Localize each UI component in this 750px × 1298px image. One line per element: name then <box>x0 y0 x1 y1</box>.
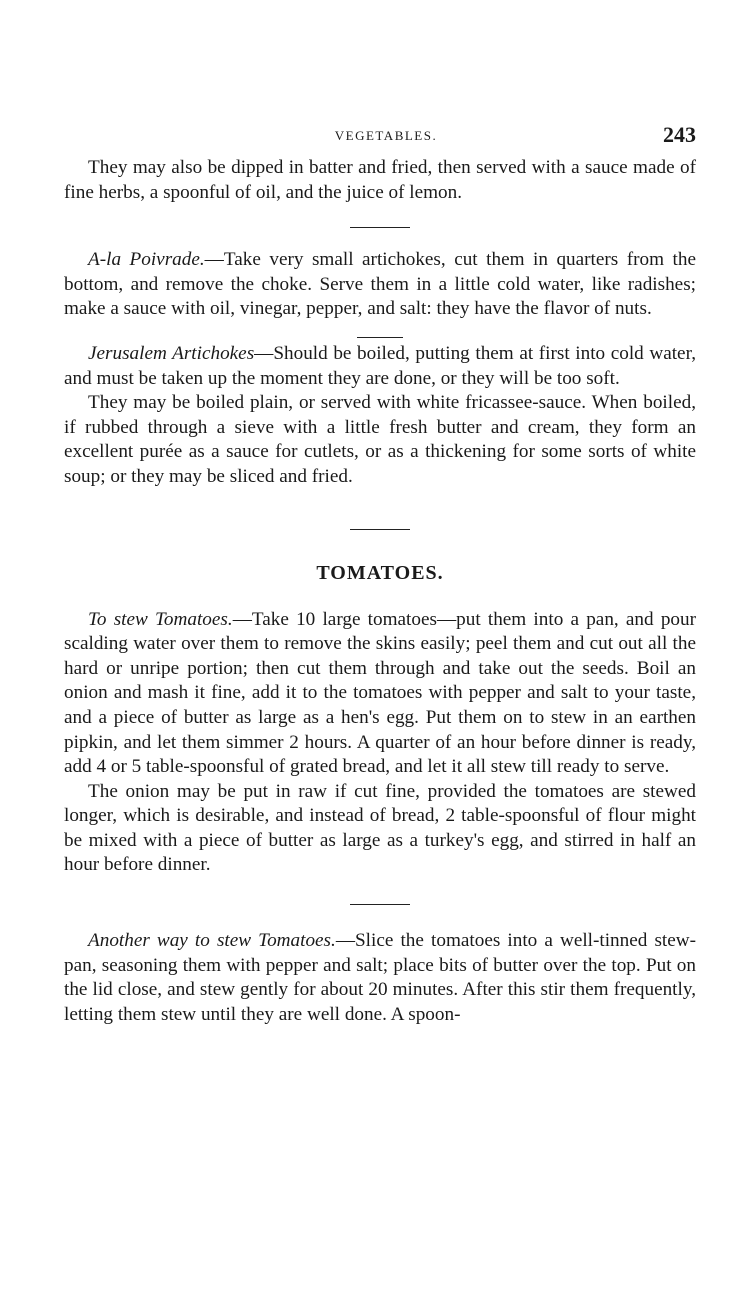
recipe-text-another-way: —Slice the tomatoes into a well-tinned stew-pan, seasoning them with pepper and salt; place bits of butter over the top. Put on the lid close, and stew gently for about 20 minutes. After this stir them frequently, letting them stew until they are well done. A spoon- <box>64 930 697 1025</box>
running-head <box>64 122 696 156</box>
recipe-title-stew-tomatoes: To stew Tomatoes. <box>88 608 233 630</box>
recipe-title-poivrade: A-la Poivrade. <box>88 249 205 271</box>
recipe-title-jerusalem: Jerusalem Artichokes <box>88 342 255 364</box>
paragraph-jerusalem-artichokes <box>64 342 696 391</box>
recipe-text-poivrade: —Take very small artichokes, cut them in quarters from the bottom, and remove the choke. Serve them in a little cold water, like radishes; make a sauce with oil, vinegar, pepper, and salt: they have the flavor of nuts. <box>64 249 696 320</box>
recipe-text-stew-tomatoes: —Take 10 large tomatoes—put them into a pan, and pour scalding water over them to remove the skins easily; peel them and cut out all the hard or unripe portion; then cut them through and take out the seeds. Boil an onion and mash it fine, add it to the tomatoes with pepper and salt to your taste, and a piece of butter as large as a hen's egg. Put them on to stew in an earthen pipkin, and let them simmer 2 hours. A quarter of an hour before dinner is ready, add 4 or 5 table-spoonsful of grated bread, and let it all stew till ready to serve. <box>64 608 696 778</box>
running-title: VEGETABLES. <box>334 128 438 143</box>
paragraph-stew-tomatoes <box>64 608 696 780</box>
page-number: 243 <box>663 122 696 147</box>
book-page <box>64 122 696 1027</box>
paragraph-another-way <box>64 929 696 1027</box>
paragraph-jerusalem-serving: They may be boiled plain, or served with white fricassee-sauce. When boiled, if rubbed through a sieve with a little fresh butter and cream, they form an excellent purée as a sauce for cutlets, or as a thickening for some sorts of white soup; or they may be sliced and fried. <box>64 392 696 487</box>
recipe-text-jerusalem: —Should be boiled, putting them at first into cold water, and must be taken up the moment they are done, or they will be too soft. <box>64 342 696 389</box>
paragraph-onion-note: The onion may be put in raw if cut fine, provided the tomatoes are stewed longer, which is desirable, and instead of bread, 2 table-spoonsful of flour might be mixed with a piece of butter as large as a turkey's egg, and stirred in half an hour before dinner. <box>64 780 696 876</box>
paragraph-a-la-poivrade <box>64 248 696 322</box>
paragraph-artichokes-fried: They may also be dipped in batter and fried, then served with a sauce made of fine herbs, a spoonful of oil, and the juice of lemon. <box>64 157 696 203</box>
section-heading-tomatoes: TOMATOES. <box>316 561 444 584</box>
recipe-title-another-way: Another way to stew Tomatoes. <box>88 930 336 952</box>
